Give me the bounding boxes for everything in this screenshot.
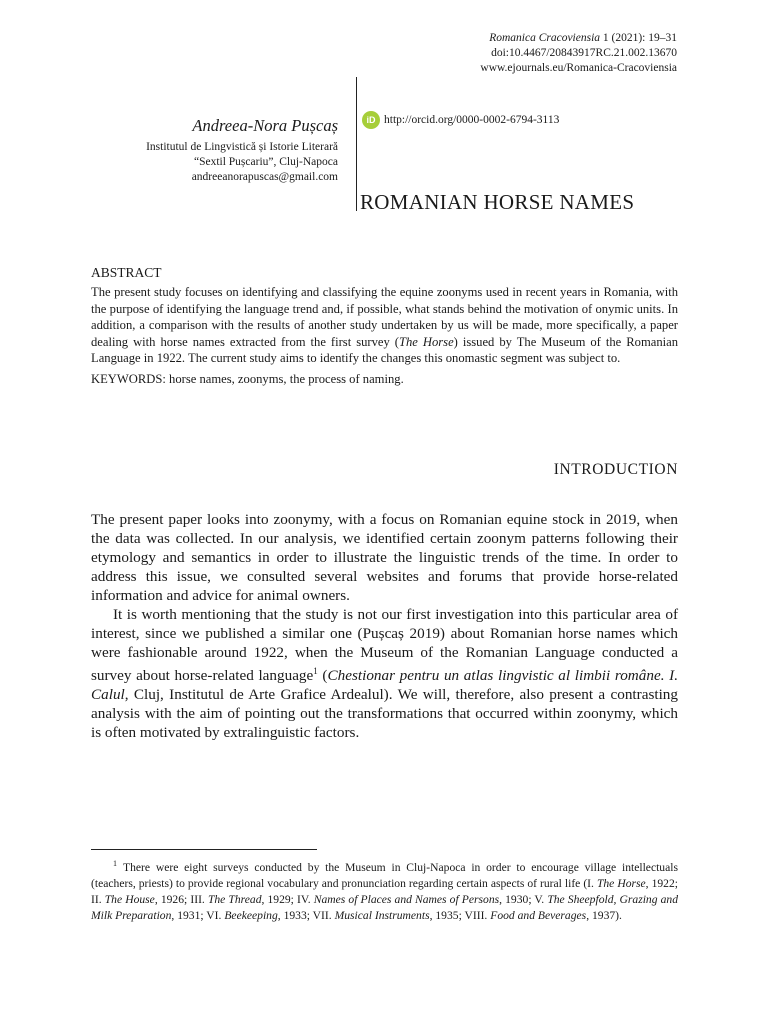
abstract-text: The present study focuses on identifying and classifying the equine zoonyms used in recent years in Romania, with the purpose of identifying the language trend and, if possible, what stands behind the motivation of onymic units. In addition, a comparison with the results of another study undertaken by us will be made, more specifically, a paper dealing with horse names extracted from the first survey (The Horse) issued by The Museum of the Romanian Language in 1922. The current study aims to identify the changes this onomastic segment was subject to.	[91, 285, 679, 366]
affiliation-line-2: “Sextil Pușcariu”, Cluj-Napoca	[193, 156, 338, 168]
orcid-link[interactable]	[362, 111, 559, 129]
author-email[interactable]: andreeanorapuscas@gmail.com	[191, 171, 338, 183]
journal-citation: Romanica Cracoviensia 1 (2021): 19–31	[489, 32, 677, 44]
keywords: KEYWORDS: horse names, zoonyms, the process of naming.	[91, 372, 404, 387]
orcid-url[interactable]: http://orcid.org/0000-0002-6794-3113	[384, 114, 560, 126]
intro-paragraph-2: It is worth mentioning that the study is not our first investigation into this particular area of interest, since we published a similar one (Pușcaș 2019) about Romanian horse names which were fashionable around 1922, when the Museum of the Romanian Language conducted a survey about horse-related language$^1$ (Chestionar pentru un atlas lingvistic al limbii române. I. Calul, Cluj, Institutul de Arte Grafice Ardealul). We will, therefore, also present a contrasting analysis with the aim of pointing out the transformations that occurred within zoonymy, which is often motivated by extralinguistic factors.	[91, 606, 678, 742]
affiliation-line-1: Institutul de Lingvistică și Istorie Literară	[146, 141, 338, 153]
introduction-heading: INTRODUCTION	[553, 461, 678, 478]
orcid-icon: iD	[362, 111, 380, 129]
introduction-body	[91, 510, 678, 742]
paper-title: ROMANIAN HORSE NAMES	[360, 190, 635, 214]
intro-paragraph-1: The present paper looks into zoonymy, with a focus on Romanian equine stock in 2019, when the data was collected. In our analysis, we identified certain zoonym patterns following their etymology and semantics in order to illustrate the linguistic trends of the time. In order to address this issue, we consulted several websites and forums that provide horse-related information and advice for animal owners.	[91, 511, 678, 604]
footnote: $^1$ There were eight surveys conducted by the Museum in Cluj-Napoca in order to encourage village intellectuals (teachers, priests) to provide regional vocabulary and pronunciation regarding certain aspects of rural life (I. The Horse, 1922; II. The House, 1926; III. The Thread, 1929; IV. Names of Places and Names of Persons, 1930; V. The Sheepfold, Grazing and Milk Preparation, 1931; VI. Beekeeping, 1933; VII. Musical Instruments, 1935; VIII. Food and Beverages, 1937).	[91, 859, 679, 922]
footnote-number: 1	[113, 859, 117, 868]
author-name: Andreea-Nora Pușcaș	[192, 116, 338, 135]
journal-header	[480, 31, 677, 76]
author-block	[146, 116, 338, 185]
abstract	[91, 265, 678, 388]
doi[interactable]: doi:10.4467/20843917RC.21.002.13670	[491, 47, 677, 59]
footnote-ref[interactable]: 1	[313, 666, 318, 676]
abstract-heading: ABSTRACT	[91, 265, 162, 280]
vertical-divider	[356, 77, 357, 211]
footnote-rule	[91, 849, 317, 850]
journal-url[interactable]: www.ejournals.eu/Romanica-Cracoviensia	[480, 62, 677, 74]
